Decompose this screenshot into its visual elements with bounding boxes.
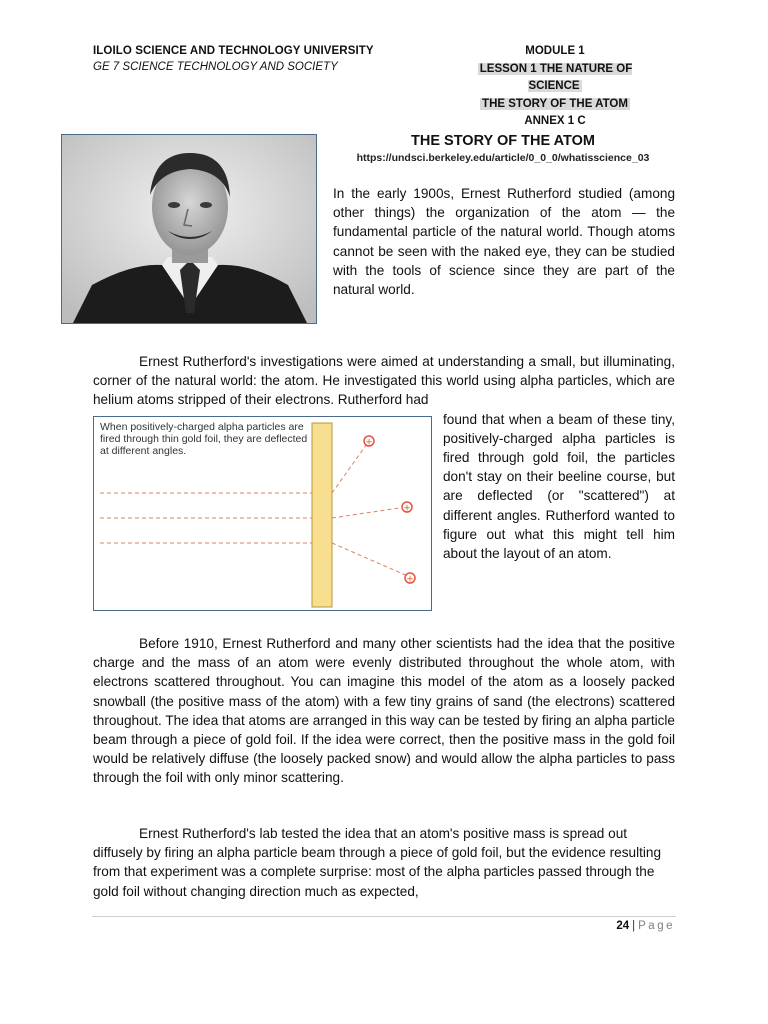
paragraph-investigations-continued: found that when a beam of these tiny, positively-charged alpha particles is fired through gold foil, the particles don't stay on their beeline course, but are deflected (or "scattered") at different angles. Rutherford wanted to figure out what this might tell him about the layout of an atom. xyxy=(443,411,675,562)
alpha-particle-2 xyxy=(402,502,412,514)
topic-label: THE STORY OF THE ATOM xyxy=(482,97,628,110)
paragraph-before-1910: Before 1910, Ernest Rutherford and many other scientists had the idea that the positive charge and the mass of an atom were evenly distributed throughout the whole atom, with electrons scattered throughout. You can imagine this model of the atom as a loosely packed snowball (the positive mass of the atom) with a few tiny grains of sand (the electrons) scattered throughout. The idea that atoms are arranged in this way can be tested by firing an alpha particle beam through a piece of gold foil. If the idea were correct, then the positive mass in the gold foil would be relatively diffuse (the loosely packed snow) and would allow the alpha particles to pass through the foil with only minor scattering. xyxy=(93,636,675,786)
paragraph-investigations: Ernest Rutherford's investigations were aimed at understanding a small, but illuminating, corner of the natural world: the atom. He investigated this world using alpha particles, which are helium atoms stripped of their electrons. Rutherford had xyxy=(93,354,675,408)
scattering-diagram xyxy=(94,417,431,610)
page-footer xyxy=(616,920,675,932)
module-label: MODULE 1 xyxy=(525,45,585,57)
source-link[interactable]: https://undsci.berkeley.edu/article/0_0_0/whatisscience_03 xyxy=(356,152,650,164)
paragraph-lab-test: Ernest Rutherford's lab tested the idea that an atom's positive mass is spread out diffusely by firing an alpha particle beam through a piece of gold foil, but the evidence resulting from that experiment was a complete surprise: most of the alpha particles passed through the gold foil without changing direction much as expected, xyxy=(93,826,662,899)
header-left xyxy=(93,43,374,75)
article-title: THE STORY OF THE ATOM xyxy=(411,133,595,149)
alpha-scattering-figure xyxy=(93,416,432,611)
alpha-particle-3 xyxy=(405,573,415,585)
rutherford-portrait xyxy=(61,134,317,324)
svg-text:+: + xyxy=(365,437,373,448)
footer-divider xyxy=(92,916,676,917)
gold-foil xyxy=(312,423,332,607)
intro-paragraph: In the early 1900s, Ernest Rutherford studied (among other things) the organization of the atom — the fundamental particle of the natural world. Though atoms cannot be seen with the naked eye, they can be studied with the tools of science since they are part of the natural world. xyxy=(333,186,675,298)
page-number: 24 xyxy=(616,920,630,932)
alpha-particle-1 xyxy=(364,436,374,448)
annex-label: ANNEX 1 C xyxy=(524,115,586,127)
university-name: ILOILO SCIENCE AND TECHNOLOGY UNIVERSITY xyxy=(93,45,374,57)
page-label: Page xyxy=(638,920,675,932)
deflected-path-up xyxy=(332,441,369,493)
deflected-path-down xyxy=(332,543,410,577)
figure-caption: When positively-charged alpha particles are fired through thin gold foil, they are deflected at different angles. xyxy=(100,421,308,457)
course-name: GE 7 SCIENCE TECHNOLOGY AND SOCIETY xyxy=(93,61,338,73)
portrait-image xyxy=(62,135,317,324)
deflected-path-slight xyxy=(332,507,406,518)
header-right xyxy=(452,43,658,131)
svg-text:+: + xyxy=(406,574,414,585)
svg-text:+: + xyxy=(403,503,411,514)
lesson-label: LESSON 1 THE NATURE OF SCIENCE xyxy=(479,62,633,92)
page-separator: | xyxy=(632,920,636,932)
